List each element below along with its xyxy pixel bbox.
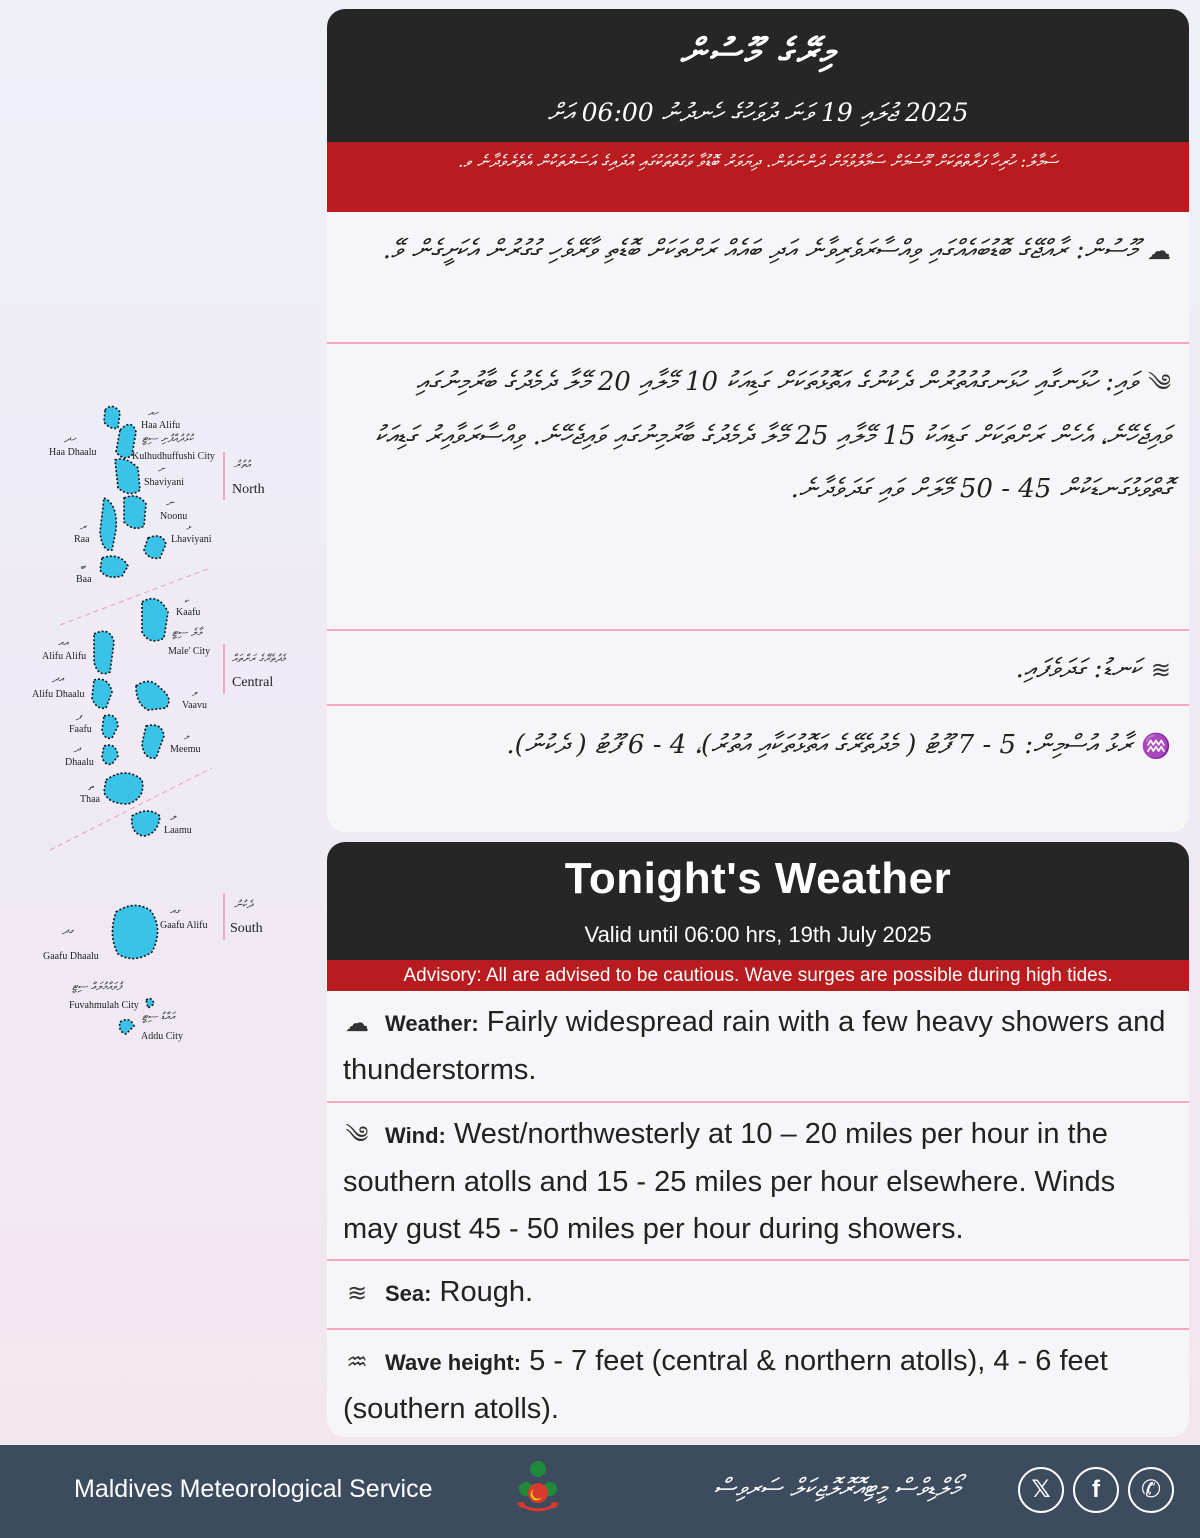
mms-logo-icon [506,1459,570,1523]
dhivehi-forecast-card [327,9,1189,832]
region-south: South [230,921,263,936]
atoll-fuvahmulah [146,999,154,1008]
english-sea-text: Rough. [431,1276,534,1308]
dhivehi-sea-row [327,631,1189,706]
label-gaafu-dhaalu: Gaafu Dhaalu [43,951,99,962]
dhivehi-advisory: ސަމާލު: ހުރިހާ ފަރާތްތަކަށް މޫސުމަށް ސަމާލުވުމަށް ދަންނަވަން. ދިޔަވަރު ބޮޑުވާ ވަގުތުތަކުގައި އުދައިގެ އަސަރުތަކުން އެތެރެވެދާނެ ވ. [327,142,1189,212]
dhivehi-header [327,9,1189,142]
english-weather-text: Fairly widespread rain with a few heavy showers and thunderstorms. [343,1006,1166,1086]
waves-icon: ≋ [346,1279,368,1307]
atoll-addu [120,1020,134,1034]
wave-icon: ♒ [346,1348,368,1376]
label-thaa: Thaa [80,794,100,805]
dhivehi-wave-row [327,706,1189,831]
english-wind-text: West/northwesterly at 10 – 20 miles per hour in the southern atolls and 15 - 25 miles per hour elsewhere. Winds may gust 45 - 50 miles per hour during showers. [343,1118,1116,1245]
label-vaavu: Vaavu [182,700,207,711]
english-header [327,842,1189,960]
english-valid-until: Valid until 06:00 hrs, 19th July 2025 [584,922,932,947]
atoll-lhaviyani [144,536,166,558]
region-central: Central [232,675,274,690]
dhivehi-valid-until: 2025 ޖުލައި 19 ވަނަ ދުވަހުގެ ހެނދުނު 06:00 އަށް [547,98,969,127]
english-advisory: Advisory: All are advised to be cautious. Wave surges are possible during high tides. [327,960,1189,991]
wave-key: Wave height: [385,1350,522,1375]
label-fuvahmulah: Fuvahmulah City [69,1000,139,1011]
cloud-icon: ☁ [345,1009,369,1037]
region-dv-central: މެދުތެރޭގެ ރަށްތައް [232,652,286,665]
label-dv-haa-dhaalu: ހދ [64,432,76,445]
label-alifu-alifu: Alifu Alifu [42,651,87,662]
english-title: Tonight's Weather [564,854,952,903]
label-noonu: Noonu [160,511,188,522]
maldives-atoll-map [0,380,320,1080]
label-dv-fuvahmulah: ފުވައްމުލައް ސިޓީ [72,980,122,993]
org-name-dhivehi: މޯލްޑިވްސް މީޓިއޮރޮލޮޖިކަލް ސަރވިސް [713,1473,960,1502]
atoll-gaafu [112,905,157,958]
label-dv-male: މާލެ ސިޓީ [172,626,202,639]
wind-icon: ༄ [1148,368,1171,397]
waves-icon: ≋ [1150,656,1171,684]
label-faafu: Faafu [69,724,92,735]
english-forecast-card [327,842,1189,1437]
english-weather-row [327,991,1189,1103]
atoll-haa-alifu [104,406,120,428]
label-dv-laamu: ލ [170,810,177,823]
dhivehi-weather-row [327,212,1189,344]
weather-key: Weather: [385,1011,479,1036]
label-dv-faafu: ފ [76,710,82,723]
dhivehi-wind-row [327,344,1189,631]
label-raa: Raa [74,534,90,545]
label-dv-thaa: ތ [88,780,94,793]
label-alifu-dhaalu: Alifu Dhaalu [32,689,85,700]
wind-icon: ༄ [345,1121,369,1149]
atoll-alifu-alifu [94,631,114,673]
facebook-social-icon[interactable]: f [1073,1467,1119,1513]
english-wave-row [327,1330,1189,1430]
label-kulhudhuffushi: Kulhudhuffushi City [132,451,215,462]
label-dv-gaafu-dhaalu: ގދ [62,924,74,937]
english-sea-row [327,1261,1189,1330]
dhivehi-wind-text: ވައި: ހުޅަނގާއި ހުޅަނގުއުތުރުން ދެކުނުގެ އަތޮޅުތަކަށް ގަޑިއަކު 10 މޭލާއި 20 މޭލާ ދެމެދުގެ ބާރުމިނުގައި ވައިޖެހޭނެ، އެހެން ރަށްތަކަށް ގަޑިއަކު 15 މޭލާއި 25 މޭލާ ދެމެދުގެ ބާރުމިނުގައި ވައިޖެހޭނެ. ވިއްސާރަވާއިރު ގަޑިއަކު ގޮތްވަޅުގަނޑަކުން 45 - 50 މޭލަށް ވައި ގަދަވެދާނެ. [374,367,1171,504]
dhivehi-sea-text: ކަނޑު: ގަދަވެފައި. [1015,654,1141,684]
label-dv-haa-alifu: ހއ [148,406,159,419]
english-wind-row [327,1103,1189,1261]
label-shaviyani: Shaviyani [144,477,184,488]
label-dv-shaviyani: ށ [158,462,165,475]
label-dhaalu: Dhaalu [65,757,94,768]
atoll-kaafu [142,599,168,641]
label-lhaviyani: Lhaviyani [171,534,212,545]
label-dv-dhaalu: ދ [74,742,81,755]
label-kaafu: Kaafu [176,607,201,618]
label-haa-dhaalu: Haa Dhaalu [49,447,97,458]
label-dv-addu: އައްޑު ސިޓީ [142,1010,175,1023]
sea-key: Sea: [385,1281,432,1306]
region-dv-north: އުތުރު [234,458,251,471]
atoll-dhaalu [102,745,118,764]
label-dv-noonu: ނ [166,496,174,509]
wave-icon: ♒ [1141,732,1171,760]
dhivehi-title: މިރޭގެ މޫސުން [679,31,837,73]
label-dv-alifu-dhaalu: އދ [52,672,64,685]
x-social-icon[interactable]: 𝕏 [1018,1467,1064,1513]
label-dv-baa: ބ [80,560,86,573]
atoll-baa [100,556,128,577]
cloud-icon: ☁ [1147,237,1171,265]
atoll-thaa [104,773,143,804]
label-dv-raa: ރ [80,520,87,533]
label-haa-alifu: Haa Alifu [141,420,181,431]
atoll-meemu [142,725,164,758]
label-gaafu-alifu: Gaafu Alifu [160,920,208,931]
label-addu: Addu City [141,1031,183,1042]
region-dv-south: ދެކުނު [234,898,253,911]
atoll-laamu [132,811,160,836]
label-laamu: Laamu [164,825,192,836]
label-baa: Baa [76,574,92,585]
atoll-alifu-dhaalu [92,679,112,708]
atoll-raa [100,498,116,550]
label-dv-kulhudhuffushi: ކުޅުދުއްފުށި ސިޓީ [142,432,194,445]
english-wave-text: 5 - 7 feet (central & northern atolls), 4 - 6 feet (southern atolls). [343,1345,1108,1425]
label-dv-alifu-alifu: އއ [58,636,69,649]
atoll-shaviyani [115,459,140,494]
label-dv-meemu: މ [184,730,189,743]
label-dv-gaafu-alifu: ގއ [170,904,181,917]
whatsapp-social-icon[interactable]: ✆ [1128,1467,1174,1513]
wind-key: Wind: [385,1123,446,1148]
footer [0,1445,1200,1538]
dhivehi-wave-text: ރާޅު އުސްމިން: 5 - 7 ފޫޓު ( މެދުތެރޭގެ އަތޮޅުތަކާއި އުތުރު)، 4 - 6 ފޫޓު ( ދެކުނު). [506,730,1132,760]
label-dv-lhaviyani: ޅ [186,520,191,533]
atoll-vaavu [136,681,169,710]
label-dv-vaavu: ވ [192,686,198,699]
label-dv-kaafu: ކ [184,594,189,607]
label-meemu: Meemu [170,744,201,755]
label-male: Male' City [168,646,211,657]
atoll-faafu [102,715,118,738]
org-name: Maldives Meteorological Service [74,1475,433,1503]
dhivehi-weather-text: މޫސުން: ރާއްޖޭގެ ބޮޑުބައެއްގައި ވިއްސާރަވެރިވާނެ އަދި ބައެއް ރަށްތަކަށް ބޮޑެތި ވާރޭވެހި ގުގުރުން އެކަށީގެން ވޭ. [382,235,1137,265]
atoll-noonu [124,496,146,528]
region-north: North [232,482,265,497]
